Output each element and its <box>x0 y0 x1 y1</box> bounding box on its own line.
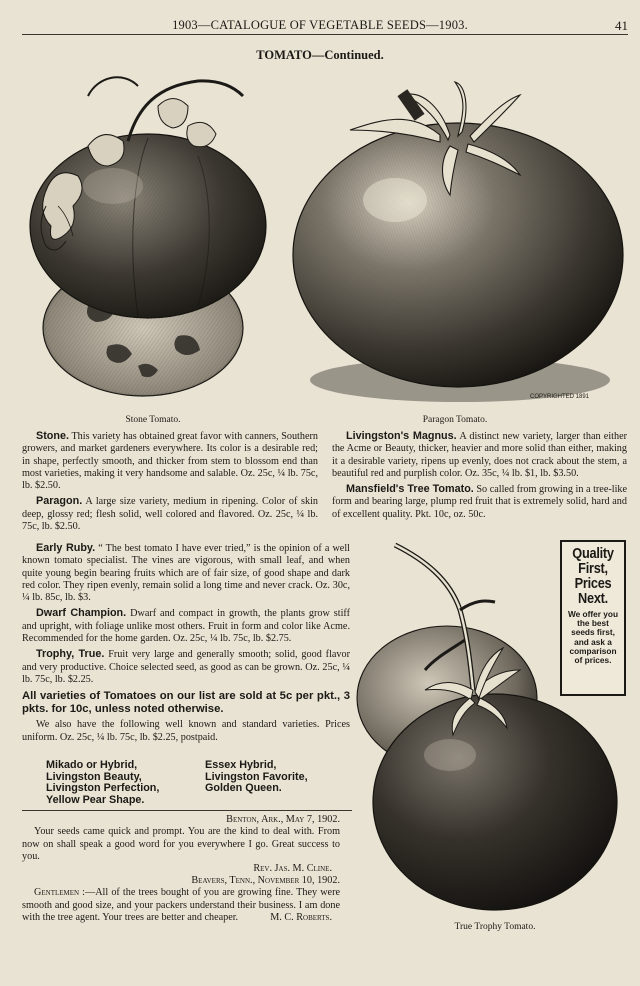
quality-line2: First, <box>578 560 608 577</box>
running-header <box>0 14 640 34</box>
variety-dwarf-champion: Dwarf Champion. Dwarf and compact in growth, the plants grow stiff and upright, with foliage unlike most others. Fruit in form and color like Acme. Recommended for the home garden. Oz. 25c, ¼ lb. 75c, lb. $2.75. <box>22 607 351 645</box>
caption-paragon-tomato: Paragon Tomato. <box>422 415 488 425</box>
letter2-dateline: Beavers, Tenn., November 10, 1902. <box>191 875 340 886</box>
quality-line1: Quality <box>572 545 614 562</box>
caption-trophy-tomato: True Trophy Tomato. <box>454 922 536 932</box>
right-upper-text <box>332 430 627 524</box>
list-item: Golden Queen. <box>205 782 282 795</box>
caption-stone-tomato: Stone Tomato. <box>125 415 181 425</box>
list-item: Livingston Beauty, <box>46 770 142 783</box>
variety-early-ruby: Early Ruby. “ The best tomato I have ever tried,” is the opinion of a well known tomato specialist. The vines are vigorous, with small leaf, and when quite young begin bearing fruits which are of fair size, of good shape and dark red color. They ripen evenly, remain solid a long time and never crack. Oz. 30c, ¼ lb. 85c, lb. $3. <box>22 542 350 604</box>
also-list-col1 <box>46 760 159 806</box>
letter2-salutation: Gentlemen : <box>34 887 86 899</box>
variety-paragon: Paragon. A large size variety, medium in ripening. Color of skin deep, glossy red; flesh solid, well colored and flavored. Oz. 25c, ¼ lb. 75c, lb. $2.50. <box>22 495 319 533</box>
letter1-body: Your seeds came quick and prompt. You are the kind to deal with. From now on shall speak a good word for you everywhere I go. Great success to you. <box>22 826 340 862</box>
variety-mansfields-tree: Mansfield's Tree Tomato. So called from growing in a tree-like form and bearing large, plump red fruit that is extremely solid, hard and of excellent quality. Pkt. 10c, oz. 50c. <box>332 483 628 520</box>
also-intro: We also have the following well known and standard varieties. Prices uniform. Oz. 25c, ¼ lb. 75c, lb. $2.25, postpaid. <box>22 719 350 743</box>
stone-tomato-illustration <box>28 66 278 406</box>
list-item: Essex Hybrid, <box>205 759 277 771</box>
testimonial-letter-2 <box>22 875 340 924</box>
variety-trophy-true: Trophy, True. Fruit very large and generally smooth; solid, good flavor and very productive. Choice selected seed, as good as can be grown. Oz. 25c, ¼ lb. 75c, lb. $2.25. <box>22 648 351 685</box>
testimonial-letter-1 <box>22 814 340 875</box>
price-note: All varieties of Tomatoes on our list are sold at 5c per pkt., 3 pkts. for 10c, unless noted otherwise. <box>22 690 350 716</box>
page-number: 41 <box>615 18 628 33</box>
section-title: TOMATO—Continued. <box>256 48 384 62</box>
quality-body: We offer you the best seeds first, and ask a comparison of prices. <box>567 609 619 666</box>
running-title: 1903—CATALOGUE OF VEGETABLE SEEDS—1903. <box>172 18 468 32</box>
list-item: Yellow Pear Shape. <box>46 793 145 806</box>
letter1-dateline: Benton, Ark., May 7, 1902. <box>226 814 340 825</box>
letter1-signature: Rev. Jas. M. Cline. <box>253 863 332 875</box>
letter2-body: —All of the trees bought of you are growing fine. They were smooth and good size, and your packers understand their business. I am done with the tree agent. Your trees are better and cheaper. <box>22 887 340 923</box>
letter2-signature: M. C. Roberts. <box>270 912 332 924</box>
list-item: Livingston Perfection, <box>46 782 160 795</box>
variety-stone: Stone. This variety has obtained great favor with canners, Southern growers, and market gardeners everywhere. Its color is a desirable red; in shape, perfectly smooth, and thicker from stem to blossom end than most varieties, making it very handsome and salable. Oz. 25c, ¼ lb. 75c, lb. $2.50. <box>22 430 318 492</box>
header-rule <box>22 34 628 35</box>
engraver-mark: COPYRIGHTED 1891 <box>530 394 590 400</box>
left-lower-text <box>22 542 350 747</box>
trophy-tomato-illustration <box>355 540 625 920</box>
quality-line3: Prices <box>574 575 612 592</box>
also-list-col2 <box>205 760 308 795</box>
left-upper-text <box>22 430 318 536</box>
divider-rule <box>22 810 352 811</box>
list-item: Mikado or Hybrid, <box>46 759 138 771</box>
paragon-tomato-illustration <box>290 80 630 410</box>
variety-livingstons-magnus: Livingston's Magnus. A distinct new variety, larger than either the Acme or Beauty, thicker, heavier and more solid than either, making it a desirable variety, ripens up evenly, does not crack about the stem, a beautiful red and purplish color. Oz. 35c, ¼ lb. $1, lb. $3.50. <box>332 430 627 479</box>
quality-line4: Next. <box>578 590 608 607</box>
list-item: Livingston Favorite, <box>205 770 308 783</box>
